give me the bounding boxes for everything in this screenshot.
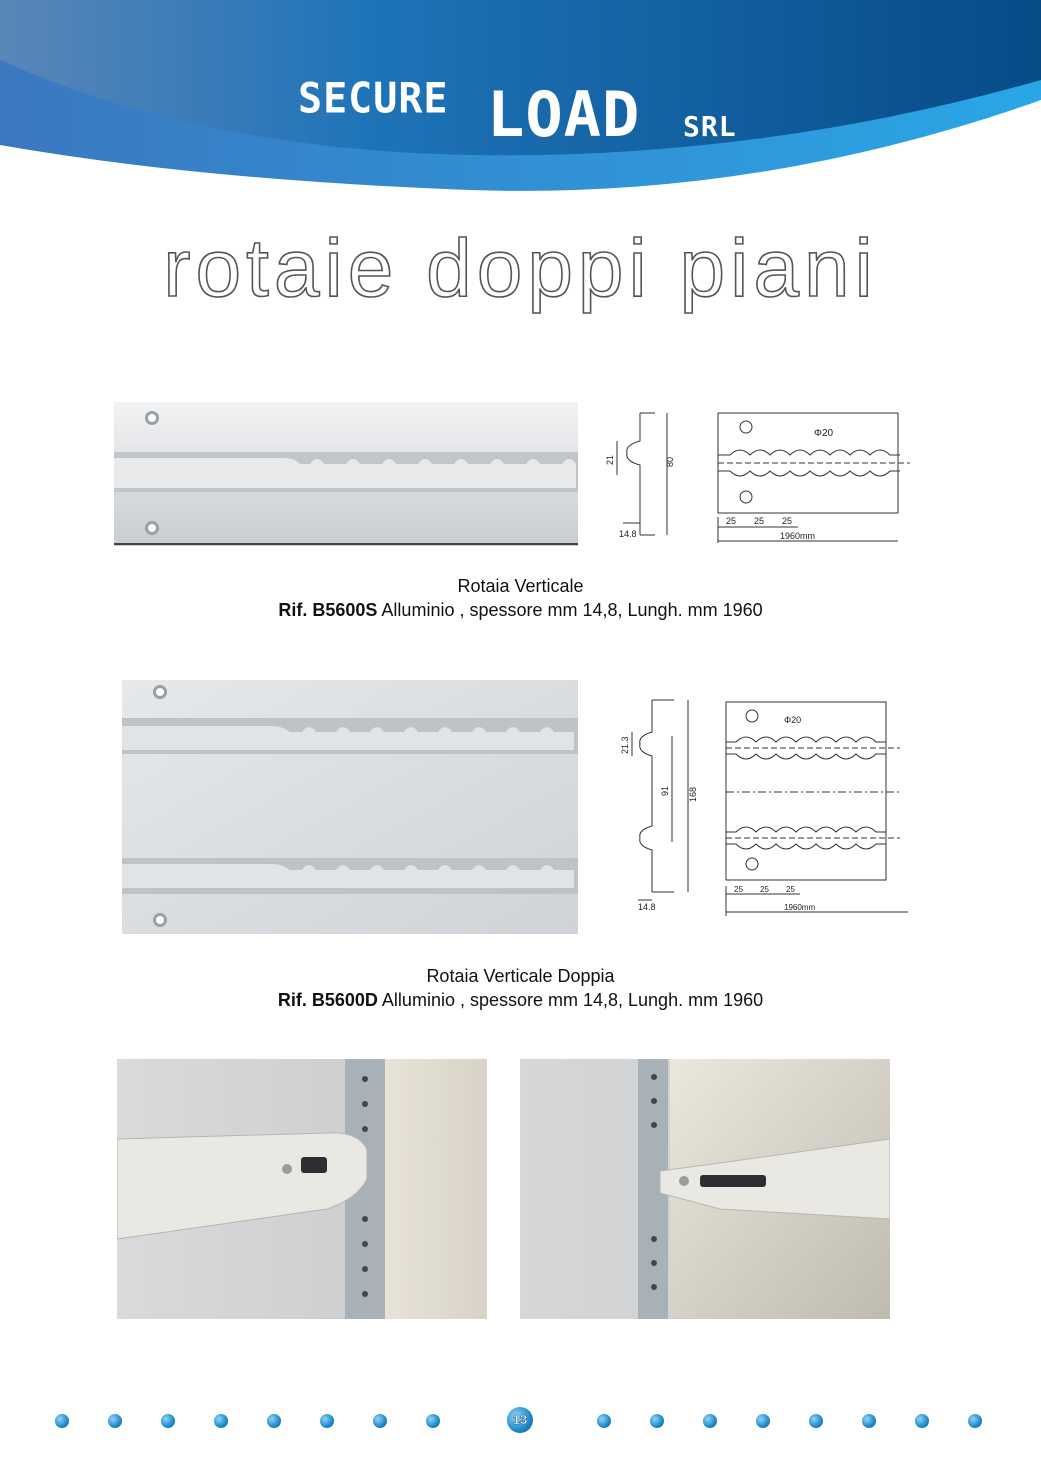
pitch-label-2: 25 — [754, 516, 765, 526]
decorative-dot-icon — [426, 1414, 440, 1428]
hole-diameter-label: Φ20 — [784, 715, 802, 725]
product-ref-desc: Alluminio , spessore mm 14,8, Lungh. mm 1960 — [377, 990, 764, 1010]
length-label: 1960mm — [784, 903, 816, 912]
decorative-dot-icon — [703, 1414, 717, 1428]
company-logo — [0, 70, 1041, 160]
decorative-dot-icon — [597, 1414, 611, 1428]
product-name: Rotaia Verticale Doppia — [426, 966, 615, 986]
logo-secure-text: SECURE — [298, 74, 449, 124]
dim-label-a: 21 — [605, 454, 615, 465]
decorative-dot-icon — [862, 1414, 876, 1428]
product-ref-desc: Alluminio , spessore mm 14,8, Lungh. mm 1960 — [377, 600, 763, 620]
pitch-label-3: 25 — [786, 885, 795, 894]
pitch-label-1: 25 — [726, 516, 737, 526]
page-footer — [0, 1404, 1041, 1440]
page-title: rotaie doppi piani — [163, 223, 878, 314]
decorative-dot-icon — [161, 1414, 175, 1428]
decorative-dot-icon — [650, 1414, 664, 1428]
decorative-dot-icon — [915, 1414, 929, 1428]
decorative-dot-icon — [756, 1414, 770, 1428]
decorative-dot-icon — [809, 1414, 823, 1428]
dim-label-thickness: 14.8 — [638, 902, 656, 912]
installation-photo-left — [117, 1059, 487, 1319]
decorative-dot-icon — [968, 1414, 982, 1428]
decorative-dot-icon — [373, 1414, 387, 1428]
product-caption-double — [0, 964, 1041, 1012]
product-ref-code: Rif. B5600D — [277, 990, 378, 1010]
pitch-label-1: 25 — [734, 885, 743, 894]
installation-photo-right — [520, 1059, 890, 1319]
decorative-dot-icon — [108, 1414, 122, 1428]
double-rail-photo — [122, 680, 578, 934]
product-ref-line — [0, 988, 1041, 1012]
product-ref-code: Rif. B5600S — [278, 600, 378, 620]
dim-label-a: 21.3 — [620, 736, 630, 754]
product-name: Rotaia Verticale — [457, 576, 584, 596]
dim-label-b: 91 — [660, 785, 670, 796]
single-rail-section-drawing — [595, 405, 690, 543]
double-rail-plan-drawing — [720, 696, 930, 922]
pitch-label-3: 25 — [782, 516, 793, 526]
decorative-dot-icon — [320, 1414, 334, 1428]
single-rail-plan-drawing — [710, 405, 930, 547]
logo-srl-text: SRL — [683, 110, 737, 143]
decorative-dot-icon — [214, 1414, 228, 1428]
dim-label-thickness: 14.8 — [619, 529, 637, 539]
length-label: 1960mm — [780, 531, 816, 541]
decorative-dot-icon — [267, 1414, 281, 1428]
double-rail-section-drawing — [612, 692, 702, 914]
decorative-dot-icon — [55, 1414, 69, 1428]
logo-load-text: LOAD — [487, 78, 641, 151]
dim-label-c: 168 — [688, 786, 698, 802]
dim-label-b: 80 — [665, 456, 675, 467]
pitch-label-2: 25 — [760, 885, 769, 894]
page-number: 13 — [507, 1407, 533, 1433]
product-ref-line — [0, 598, 1041, 622]
single-rail-photo — [114, 402, 578, 546]
product-caption-single — [0, 574, 1041, 622]
hole-diameter-label: Φ20 — [814, 428, 834, 439]
